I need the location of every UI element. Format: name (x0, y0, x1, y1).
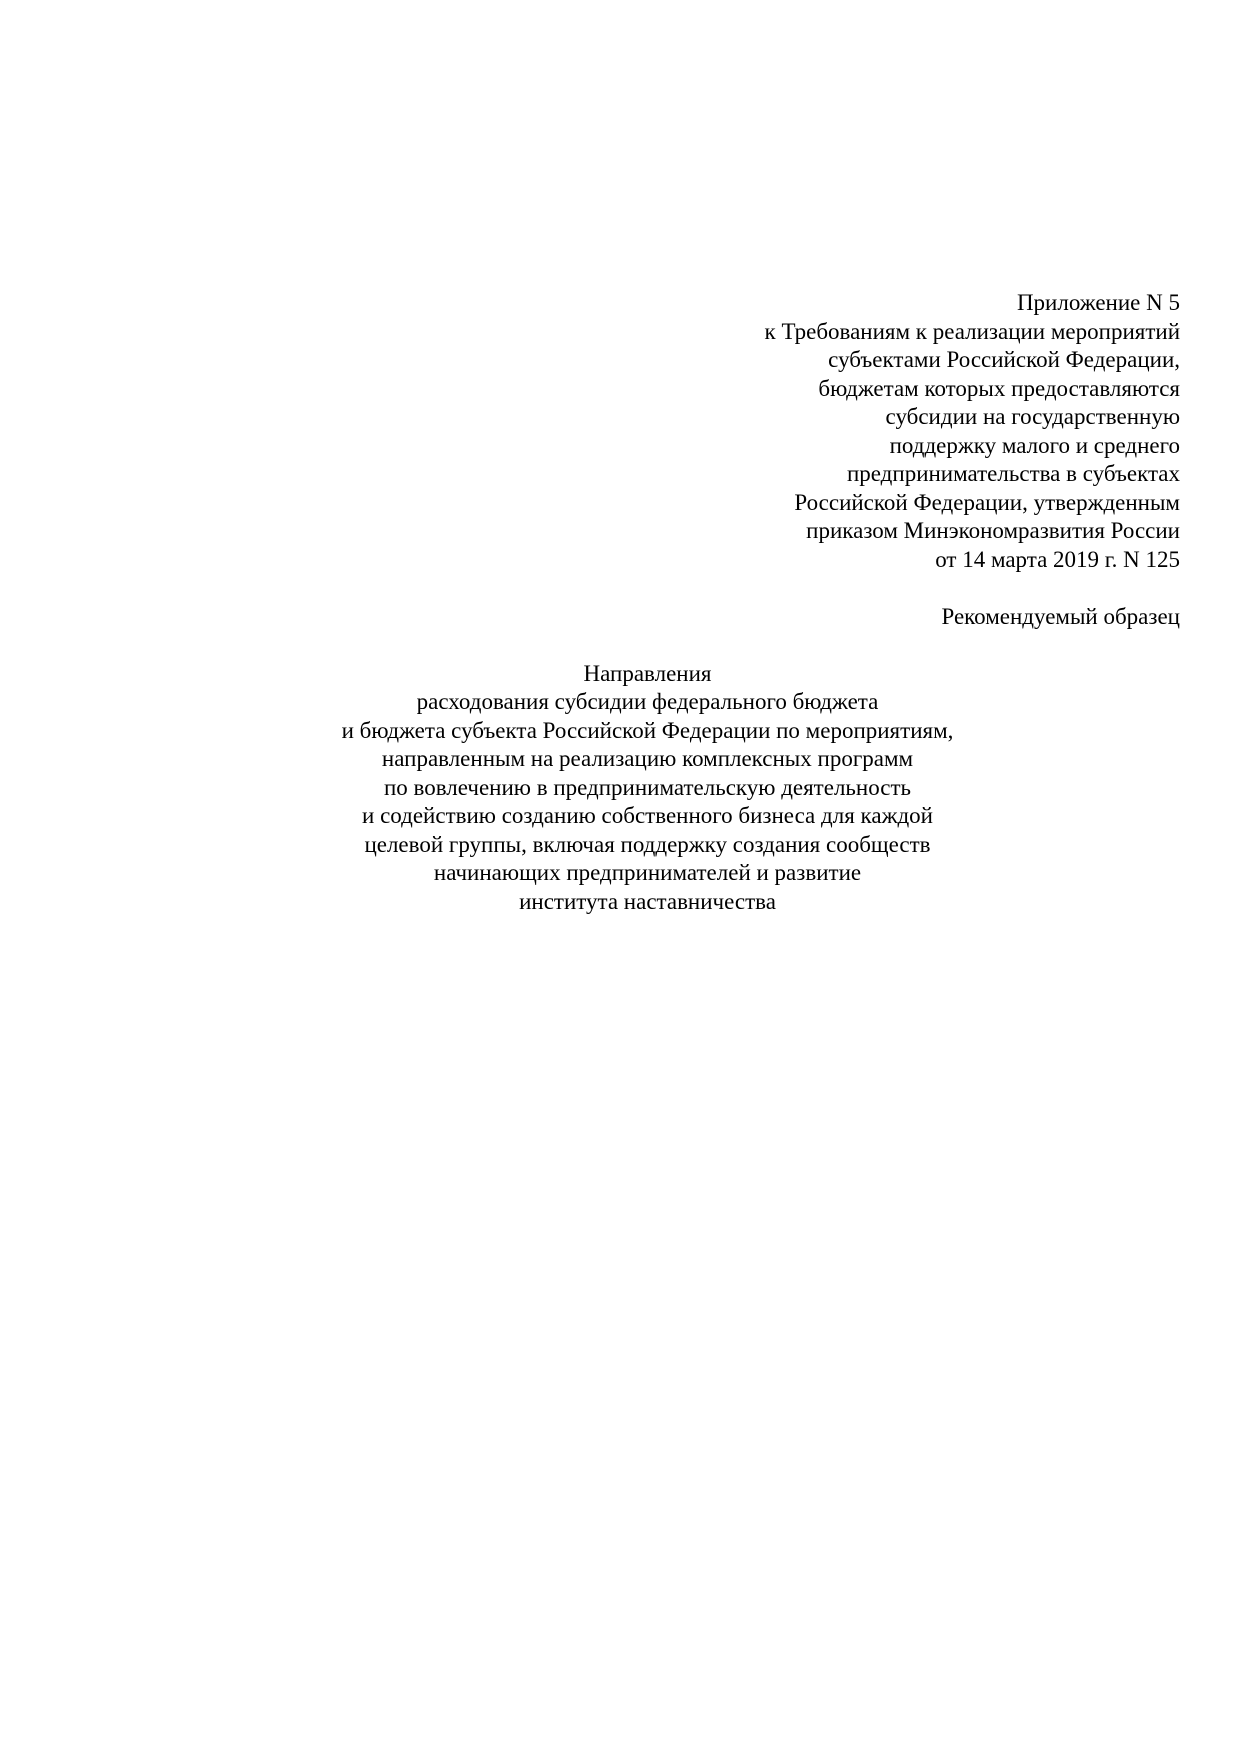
appendix-reference-block (115, 289, 1180, 574)
spacer (115, 631, 1180, 660)
title-line: и бюджета субъекта Российской Федерации по мероприятиям, (341, 717, 954, 743)
title-line: и содействию созданию собственного бизнеса для каждой (362, 803, 933, 828)
appendix-line: субъектами Российской Федерации, (828, 347, 1180, 372)
spacer (115, 574, 1180, 603)
appendix-line: предпринимательства в субъектах (846, 461, 1180, 486)
document-content (115, 289, 1180, 916)
appendix-line: субсидии на государственную (885, 404, 1180, 429)
title-line: института наставничества (519, 888, 776, 914)
appendix-line: бюджетам которых предоставляются (818, 375, 1180, 401)
title-line: Направления (583, 660, 712, 686)
appendix-line: приказом Минэкономразвития России (806, 518, 1180, 543)
appendix-line: к Требованиям к реализации мероприятий (764, 318, 1180, 344)
appendix-line: от 14 марта 2019 г. N 125 (935, 546, 1180, 572)
appendix-line: Приложение N 5 (1016, 290, 1180, 315)
appendix-line: поддержку малого и среднего (889, 432, 1180, 458)
appendix-line: Российской Федерации, утвержденным (794, 489, 1180, 515)
document-title-block (115, 660, 1180, 917)
title-line: начинающих предпринимателей и развитие (433, 860, 862, 885)
title-line: направленным на реализацию комплексных программ (381, 746, 914, 771)
title-line: целевой группы, включая поддержку создания сообществ (364, 831, 931, 857)
title-line: расходования субсидии федерального бюджета (416, 689, 879, 714)
recommended-form-label: Рекомендуемый образец (941, 603, 1180, 629)
title-line: по вовлечению в предпринимательскую деятельность (383, 774, 912, 800)
